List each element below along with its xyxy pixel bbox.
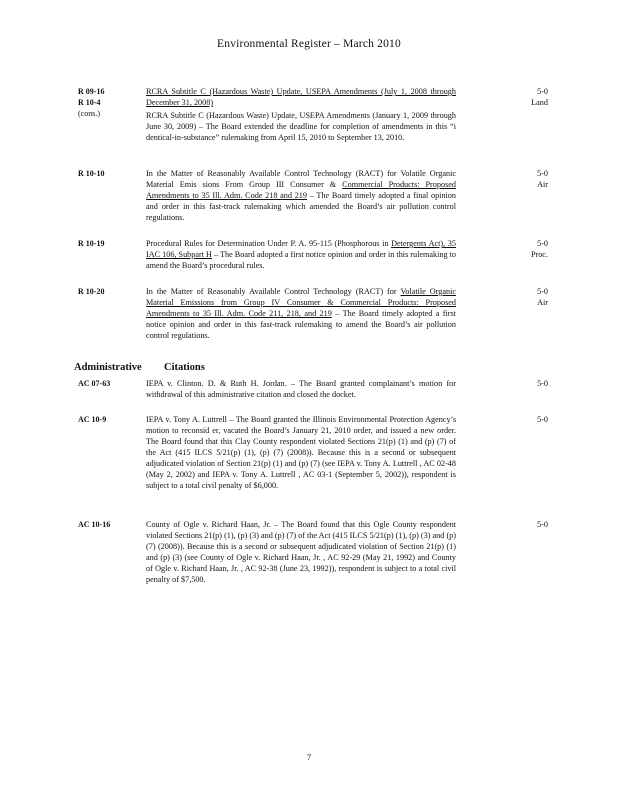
vote-count: 5-0	[537, 415, 548, 424]
entry-description: In the Matter of Reasonably Available Control Technology (RACT) for Volatile Organic Material Emissions from Group IV Consumer & Commercial Products: Proposed Amendments to 35 Ill. Adm. Code 211, 218, and 219 – The Board timely adopted a first notice opinion and order in this fast-track rulemaking to amend the Board’s air pollution control regulations.	[146, 287, 456, 340]
entry-description: Procedural Rules for Determination Under P. A. 95-115 (Phosphorous in Detergents Act), 35 IAC 106, Subpart H – The Board adopted a first notice opinion and order in this rulemaking to amend the Board’s procedural rules.	[146, 239, 457, 270]
docket-number: R 10-20	[78, 287, 105, 296]
entry-description: County of Ogle v. Richard Haan, Jr. – The Board found that this Ogle County respondent violated Sections 21(p) (1), (p) (3) and (p) (7) of the Act (415 ILCS 5/21(p) (1), (p) (3) and (p) (7) (2008)). Because this is a second or subsequent adjudicated violation of Section 21(p) (1) and (p) (3) (see County of Ogle v. Richard Haan, Jr. , AC 92-29 (May 21, 1992) and County of Ogle v. Richard Haan, Jr. , AC 92-38 (June 23, 1992)), respondent is subject to a total civil penalty of $7,500.	[146, 520, 456, 584]
page-number: 7	[306, 752, 312, 762]
docket-number: AC 10-9	[78, 415, 107, 424]
docket-number: R 10-10	[78, 169, 105, 178]
vote-and-category: 5-0 Land	[531, 87, 548, 107]
vote-count: 5-0	[537, 379, 548, 388]
entry-description: IEPA v. Clinton. D. & Ruth H. Jordan. – The Board granted complainant’s motion for withdrawal of this administrative citation and closed the docket.	[146, 379, 456, 399]
entry-description: IEPA v. Tony A. Luttrell – The Board granted the Illinois Environmental Protection Agency’s motion to reconsid er, vacated the Board’s January 21, 2010 order, and issued a new order. The Board found that this Clay County respondent violated Sections 21(p) (1) and (p) (7) of the Act (415 ILCS 5/21(p) (1), (p) (7) (2008)). Because this is a second or subsequent adjudicated violation of Section 21(p) (1) and (p) (7) (see IEPA v. Tony A. Luttrell , AC 02-48 (May 2, 2002) and IEPA v. Tony A. Luttrell , AC 03-1 (September 5, 2002)), respondent is subject to a total civil penalty of $6,000.	[146, 415, 456, 490]
page-title: Environmental Register – March 2010	[217, 38, 401, 50]
entry-description: RCRA Subtitle C (Hazardous Waste) Update, USEPA Amendments (July 1, 2008 through December 31, 2008) RCRA Subtitle C (Hazardous Waste) Update, USEPA Amendments (January 1, 2009 through June 30, 2009) – The Board extended the deadline for completion of amendments in this “i dentical-in-substance” rulemaking from April 15, 2010 to September 13, 2010.	[146, 87, 456, 142]
docket-number: R 09-16 R 10-4 (cons.)	[78, 87, 105, 118]
docket-number: R 10-19	[78, 239, 105, 248]
vote-and-category: 5-0 Air	[537, 169, 548, 189]
docket-number: AC 10-16	[78, 520, 111, 529]
vote-count: 5-0	[537, 520, 548, 529]
vote-and-category: 5-0 Air	[537, 287, 548, 307]
vote-and-category: 5-0 Proc.	[530, 239, 548, 259]
docket-number: AC 07-63	[78, 379, 111, 388]
entry-description: In the Matter of Reasonably Available Control Technology (RACT) for Volatile Organic Material Emis sions From Group III Consumer & Commercial Products: Proposed Amendments to 35 Ill. Adm. Code 218 and 219 – The Board timely adopted a final opinion and order in this fast-track rulemaking which amended the Board’s air pollution control regulations.	[146, 169, 456, 222]
